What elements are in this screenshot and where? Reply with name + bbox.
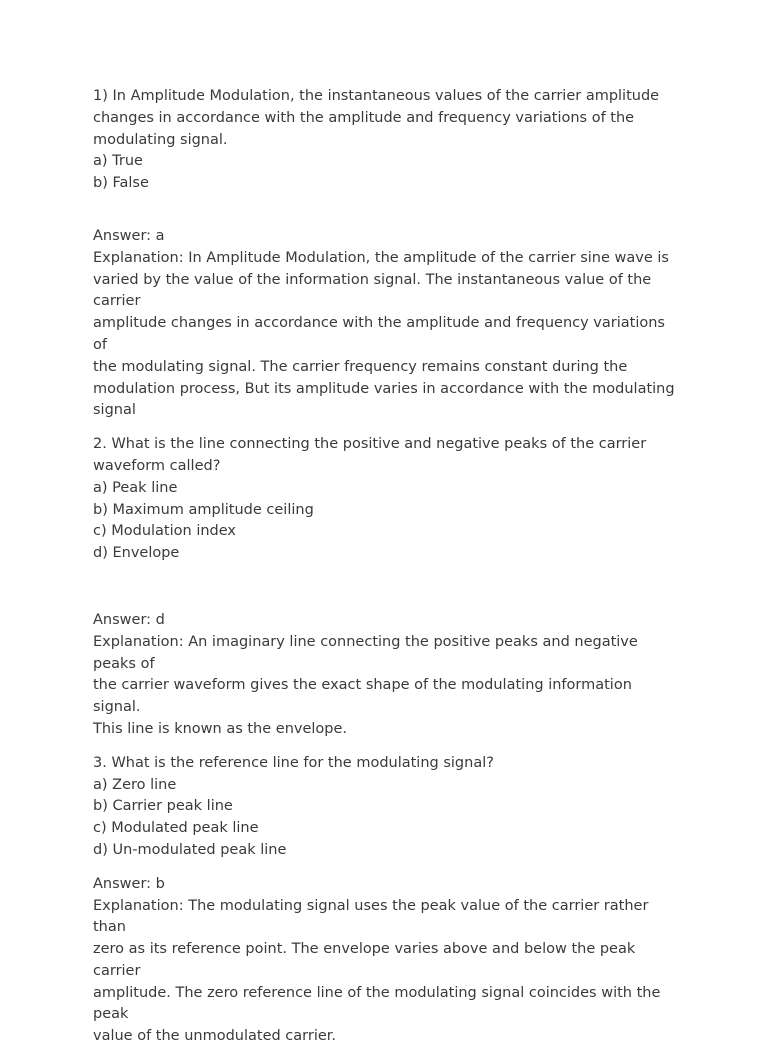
explanation-line: Explanation: In Amplitude Modulation, the amplitude of the carrier sine wave is <box>93 249 669 266</box>
question-3 <box>93 753 678 862</box>
option-c: c) Modulation index <box>93 523 236 540</box>
explanation-line: signal <box>93 402 136 419</box>
question-1 <box>93 86 678 195</box>
explanation-line: Explanation: The modulating signal uses the peak value of the carrier rather than <box>93 897 654 936</box>
answer-text: Answer: a <box>93 227 165 244</box>
explanation-line: value of the unmodulated carrier. <box>93 1028 337 1045</box>
explanation-line: varied by the value of the information signal. The instantaneous value of the carrier <box>93 271 656 310</box>
question-text-line: 1) In Amplitude Modulation, the instantaneous values of the carrier amplitude <box>93 88 660 104</box>
question-2 <box>93 434 678 565</box>
option-c: c) Modulated peak line <box>93 820 259 837</box>
explanation-line: This line is known as the envelope. <box>93 720 348 737</box>
option-b: b) False <box>93 175 149 192</box>
answer-2 <box>93 610 678 741</box>
answer-text: Answer: d <box>93 611 165 628</box>
option-d: d) Envelope <box>93 545 180 562</box>
question-text-line: modulating signal. <box>93 131 228 148</box>
explanation-line: the modulating signal. The carrier frequency remains constant during the <box>93 358 628 375</box>
option-d: d) Un-modulated peak line <box>93 841 287 858</box>
question-text-line: 3. What is the reference line for the modulating signal? <box>93 754 494 771</box>
answer-text: Answer: b <box>93 875 165 892</box>
option-a: a) Zero line <box>93 776 177 793</box>
option-a: a) Peak line <box>93 479 178 496</box>
explanation-line: the carrier waveform gives the exact shape of the modulating information signal. <box>93 677 637 716</box>
answer-1 <box>93 226 678 422</box>
option-a: a) True <box>93 153 143 170</box>
explanation-line: Explanation: An imaginary line connecting the positive peaks and negative peaks of <box>93 633 643 672</box>
explanation-line: amplitude changes in accordance with the amplitude and frequency variations of <box>93 315 670 353</box>
question-text-line: changes in accordance with the amplitude and frequency variations of the <box>93 109 635 126</box>
question-text-line: waveform called? <box>93 457 221 474</box>
option-b: b) Carrier peak line <box>93 798 233 815</box>
explanation-line: zero as its reference point. The envelope varies above and below the peak carrier <box>93 941 640 979</box>
explanation-line: modulation process, But its amplitude varies in accordance with the modulating <box>93 380 675 397</box>
document-page <box>93 86 678 1048</box>
explanation-line: amplitude. The zero reference line of the modulating signal coincides with the peak <box>93 984 665 1023</box>
option-b: b) Maximum amplitude ceiling <box>93 501 314 518</box>
question-text-line: 2. What is the line connecting the positive and negative peaks of the carrier <box>93 436 647 453</box>
answer-3 <box>93 874 678 1048</box>
